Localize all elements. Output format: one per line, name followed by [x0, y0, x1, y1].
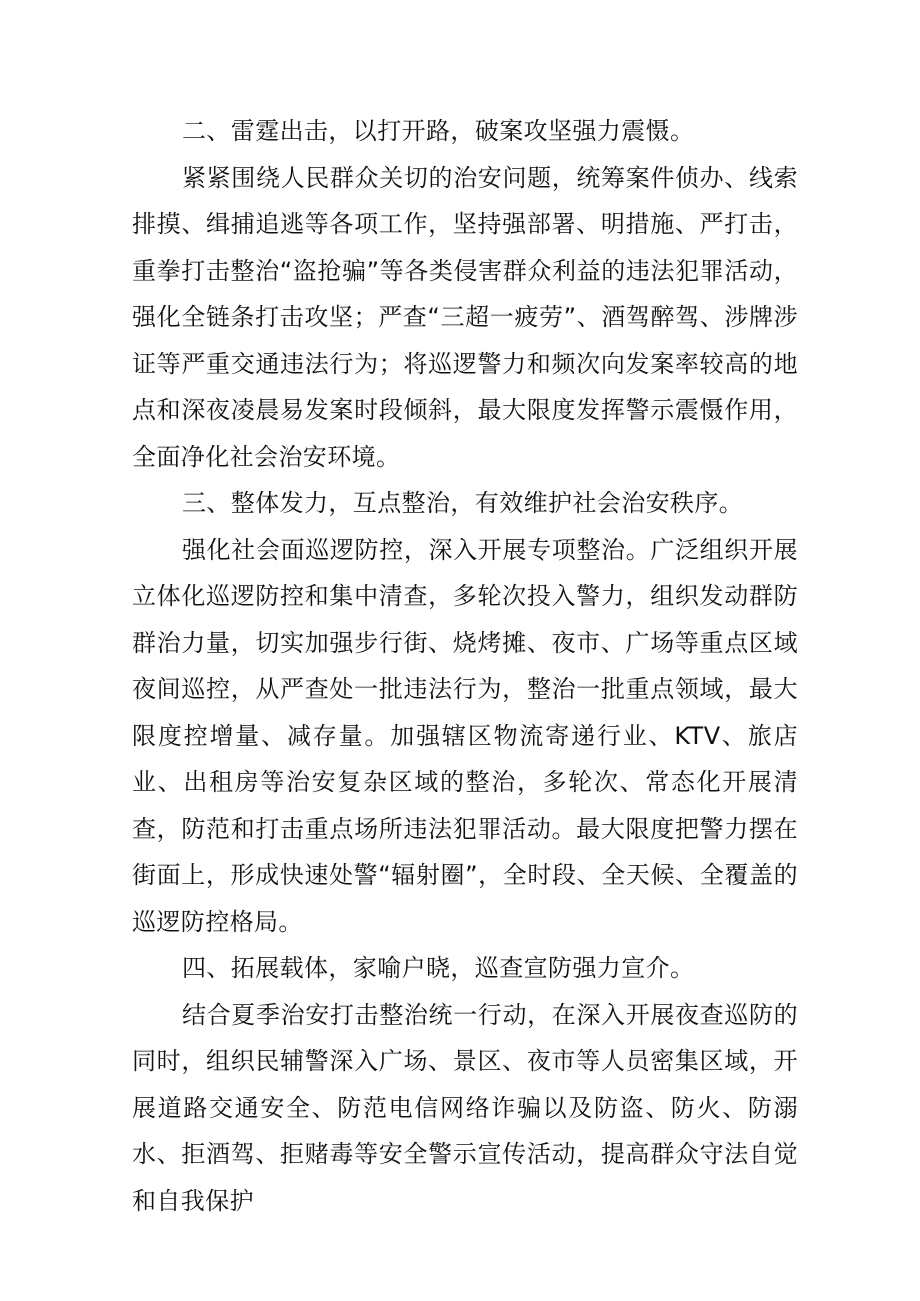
section-heading-4: 四、拓展载体，家喻户晓，巡查宣防强力宣介。 [182, 954, 695, 982]
section-heading-3: 三、整体发力，互点整治，有效维护社会治安秩序。 [182, 489, 744, 517]
body-paragraph-1: 紧紧围绕人民群众关切的治安问题，统筹案件侦办、线索排摸、缉捕追逃等各项工作，坚持强部署、明措施、严打击，重拳打击整治“盗抢骗”等各类侵害群众利益的违法犯罪活动，强化全链条打击攻坚；严查“三超一疲劳”、酒驾醉驾、涉牌涉证等严重交通违法行为；将巡逻警力和频次向发案率较高的地点和深夜凌晨易发案时段倾斜，最大限度发挥警示震慑作用，全面净化社会治安环境。 [132, 163, 798, 471]
section-heading-2: 二、雷霆出击，以打开路，破案攻坚强力震慑。 [182, 117, 695, 145]
document-body [132, 108, 798, 1224]
body-paragraph-2: 强化社会面巡逻防控，深入开展专项整治。广泛组织开展立体化巡逻防控和集中清查，多轮次投入警力，组织发动群防群治力量，切实加强步行街、烧烤摊、夜市、广场等重点区域夜间巡控，从严查处一批违法行为，整治一批重点领域，最大限度控增量、减存量。加强辖区物流寄递行业、KTV、旅店业、出租房等治安复杂区域的整治，多轮次、常态化开展清查，防范和打击重点场所违法犯罪活动。最大限度把警力摆在街面上，形成快速处警“辐射圈”，全时段、全天候、全覆盖的巡逻防控格局。 [132, 535, 798, 936]
body-paragraph-3: 结合夏季治安打击整治统一行动，在深入开展夜查巡防的同时，组织民辅警深入广场、景区、夜市等人员密集区域，开展道路交通安全、防范电信网络诈骗以及防盗、防火、防溺水、拒酒驾、拒赌毒等安全警示宣传活动，提高群众守法自觉和自我保护 [132, 1000, 798, 1215]
